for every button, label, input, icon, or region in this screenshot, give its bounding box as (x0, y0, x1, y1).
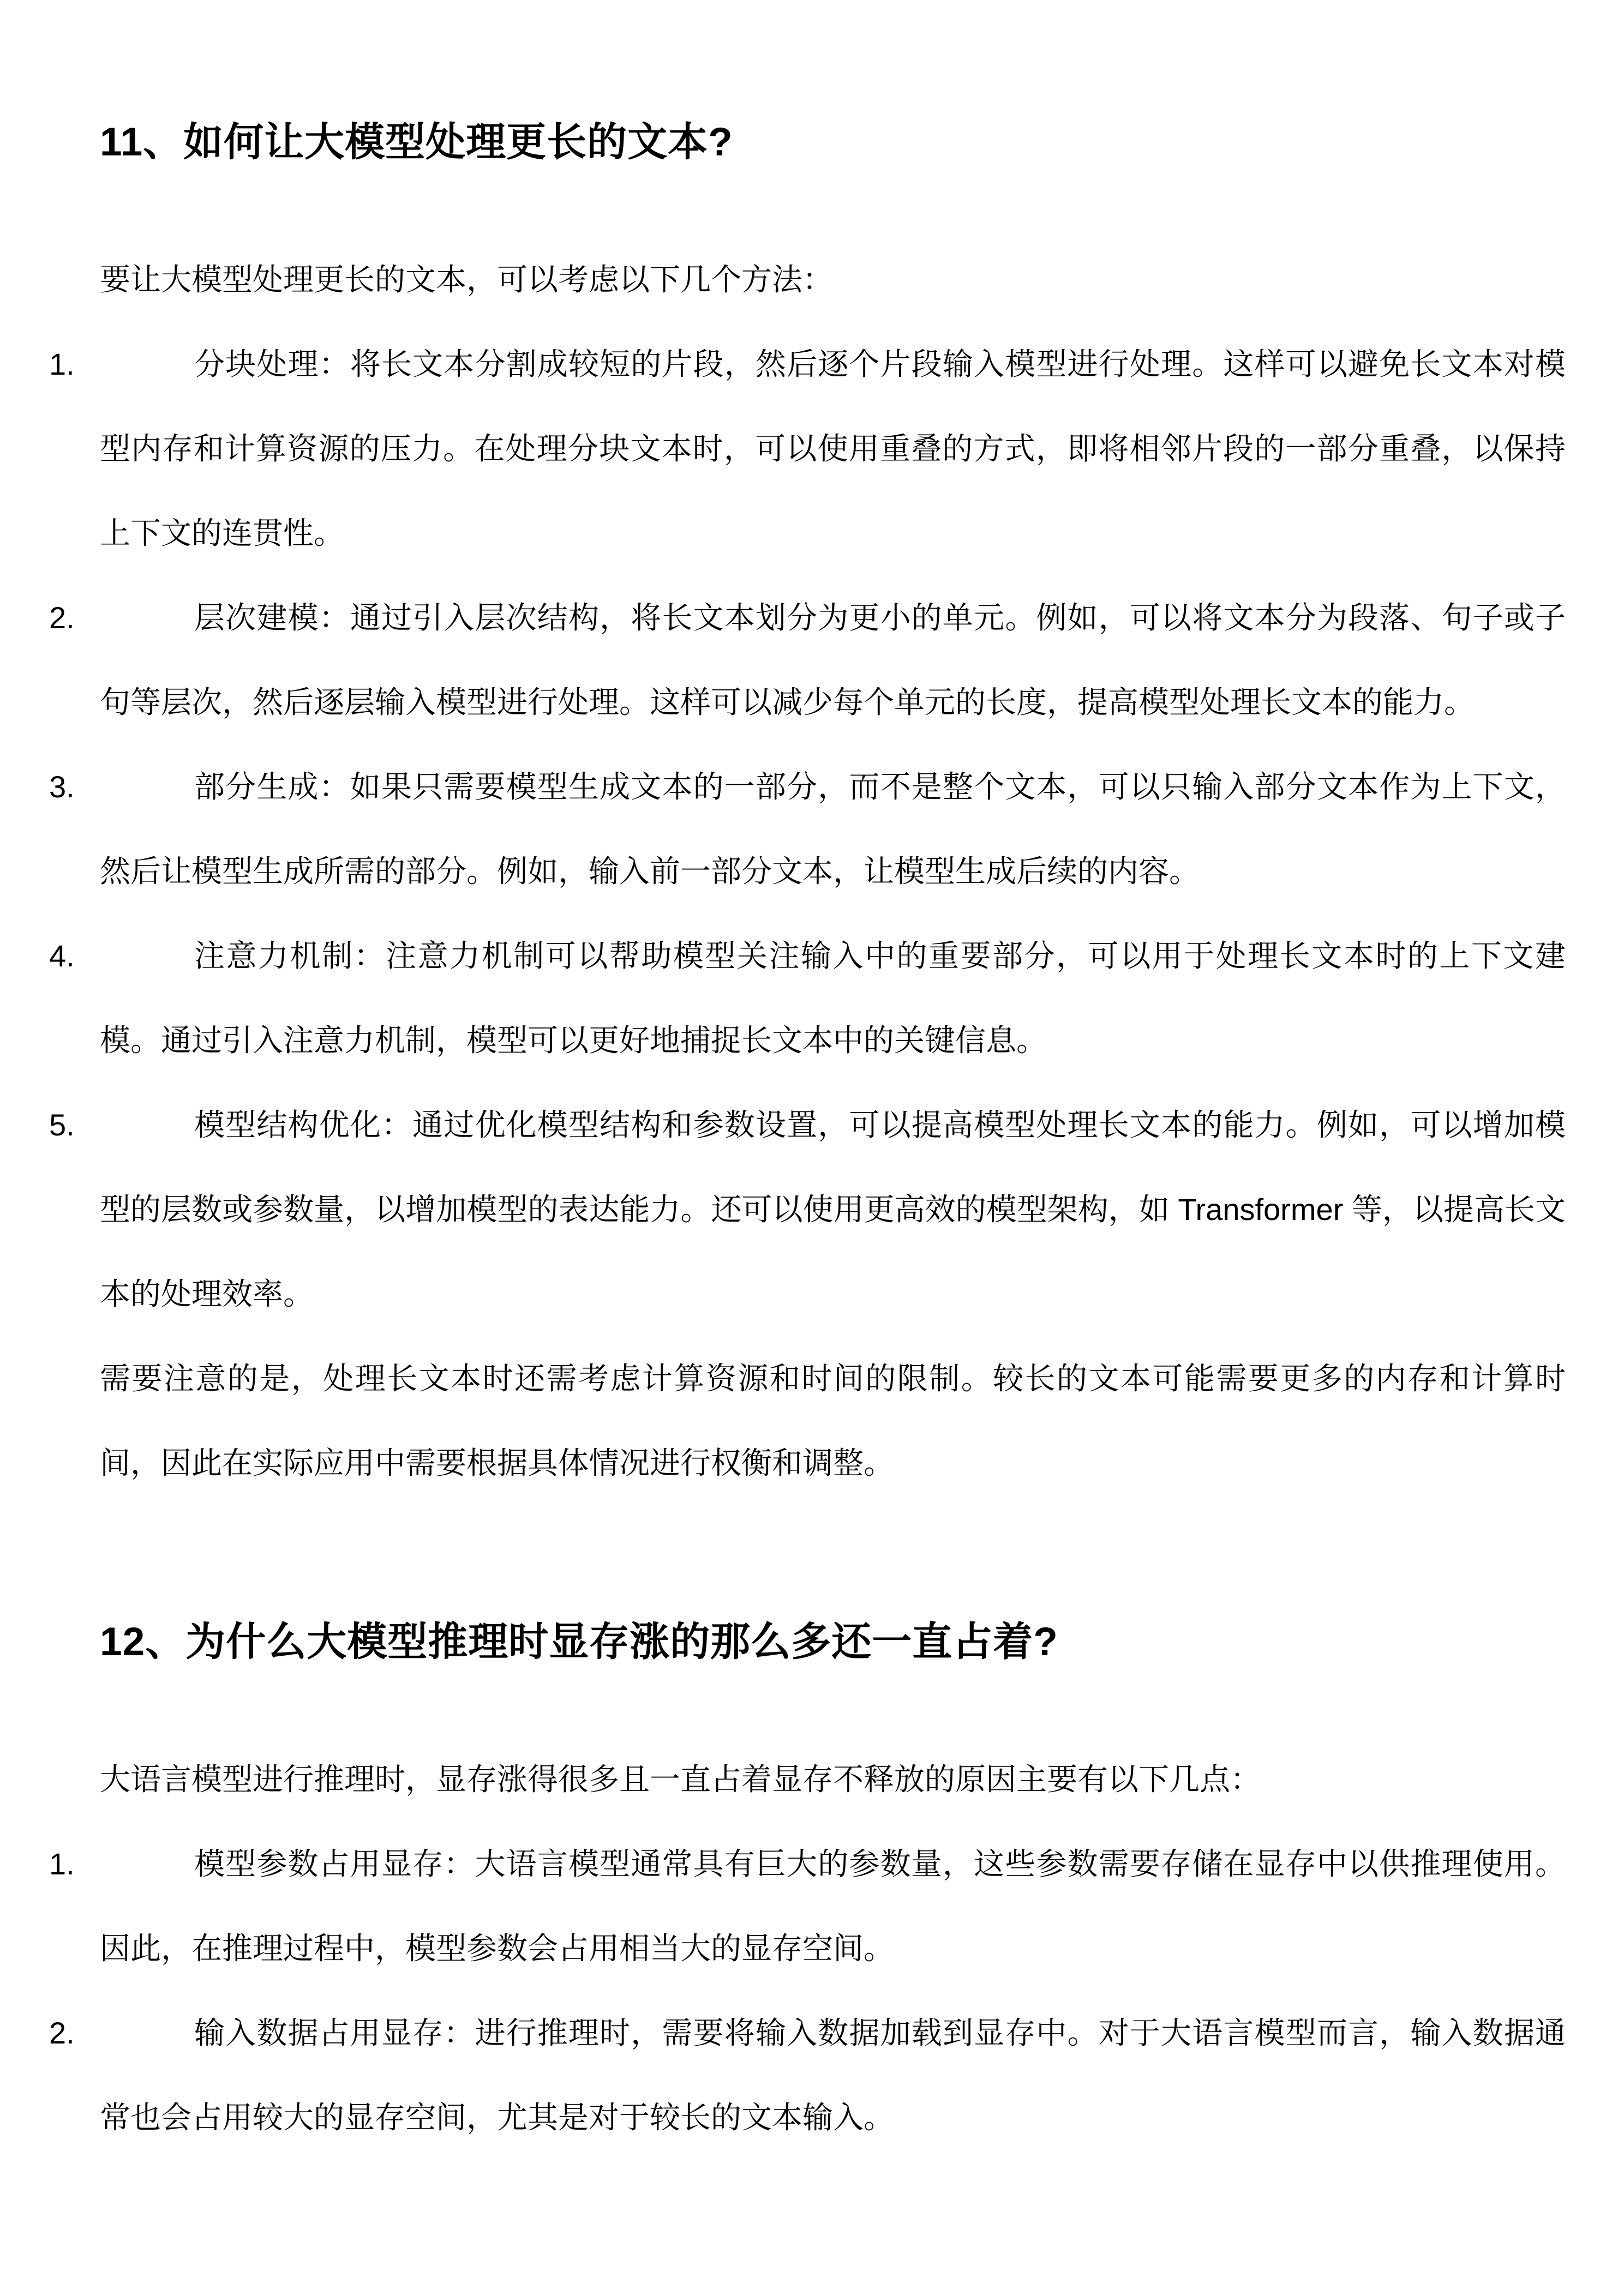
list-item-q12-2 (49, 1991, 1566, 2160)
intro-paragraph-q12: 大语言模型进行推理时，显存涨得很多且一直占着显存不释放的原因主要有以下几点： (100, 1762, 1261, 1796)
heading-question-12: 12、为什么大模型推理时显存涨的那么多还一直占着? (100, 1620, 1058, 1664)
list-item-text: 层次建模：通过引入层次结构，将长文本划分为更小的单元。例如，可以将文本分为段落、句子或子句等层次，然后逐层输入模型进行处理。这样可以减少每个单元的长度，提高模型处理长文本的能力。 (100, 600, 1566, 719)
list-item-text: 分块处理：将长文本分割成较短的片段，然后逐个片段输入模型进行处理。这样可以避免长文本对模型内存和计算资源的压力。在处理分块文本时，可以使用重叠的方式，即将相邻片段的一部分重叠，以保持上下文的连贯性。 (100, 347, 1566, 550)
list-item-number: 2. (49, 2016, 75, 2050)
closing-paragraph-q11: 需要注意的是，处理长文本时还需考虑计算资源和时间的限制。较长的文本可能需要更多的内存和计算时间，因此在实际应用中需要根据具体情况进行权衡和调整。 (100, 1361, 1566, 1480)
heading-question-11: 11、如何让大模型处理更长的文本? (100, 120, 733, 164)
list-item-number: 3. (49, 770, 75, 804)
list-item-q11-5 (49, 1083, 1566, 1336)
list-item-number: 5. (49, 1108, 75, 1142)
list-item-text: 注意力机制：注意力机制可以帮助模型关注输入中的重要部分，可以用于处理长文本时的上下文建模。通过引入注意力机制，模型可以更好地捕捉长文本中的关键信息。 (100, 939, 1566, 1057)
list-item-text: 模型结构优化：通过优化模型结构和参数设置，可以提高模型处理长文本的能力。例如，可以增加模型的层数或参数量，以增加模型的表达能力。还可以使用更高效的模型架构，如 Transformer 等，以提高长文本的处理效率。 (100, 1108, 1566, 1311)
intro-paragraph-q11: 要让大模型处理更长的文本，可以考虑以下几个方法： (100, 262, 833, 297)
list-item-q11-1 (49, 322, 1566, 575)
list-item-text: 部分生成：如果只需要模型生成文本的一部分，而不是整个文本，可以只输入部分文本作为上下文，然后让模型生成所需的部分。例如，输入前一部分文本，让模型生成后续的内容。 (100, 770, 1566, 888)
list-item-number: 1. (49, 1847, 75, 1881)
list-item-text: 输入数据占用显存：进行推理时，需要将输入数据加载到显存中。对于大语言模型而言，输入数据通常也会占用较大的显存空间，尤其是对于较长的文本输入。 (100, 2016, 1566, 2135)
list-item-q12-1 (49, 1822, 1566, 1991)
list-item-number: 1. (49, 347, 75, 381)
list-item-number: 4. (49, 939, 75, 973)
list-item-q11-3 (49, 744, 1566, 913)
list-item-q11-4 (49, 913, 1566, 1083)
list-item-text: 模型参数占用显存：大语言模型通常具有巨大的参数量，这些参数需要存储在显存中以供推理使用。因此，在推理过程中，模型参数会占用相当大的显存空间。 (100, 1847, 1566, 1966)
list-item-q11-2 (49, 575, 1566, 744)
list-item-number: 2. (49, 600, 75, 635)
